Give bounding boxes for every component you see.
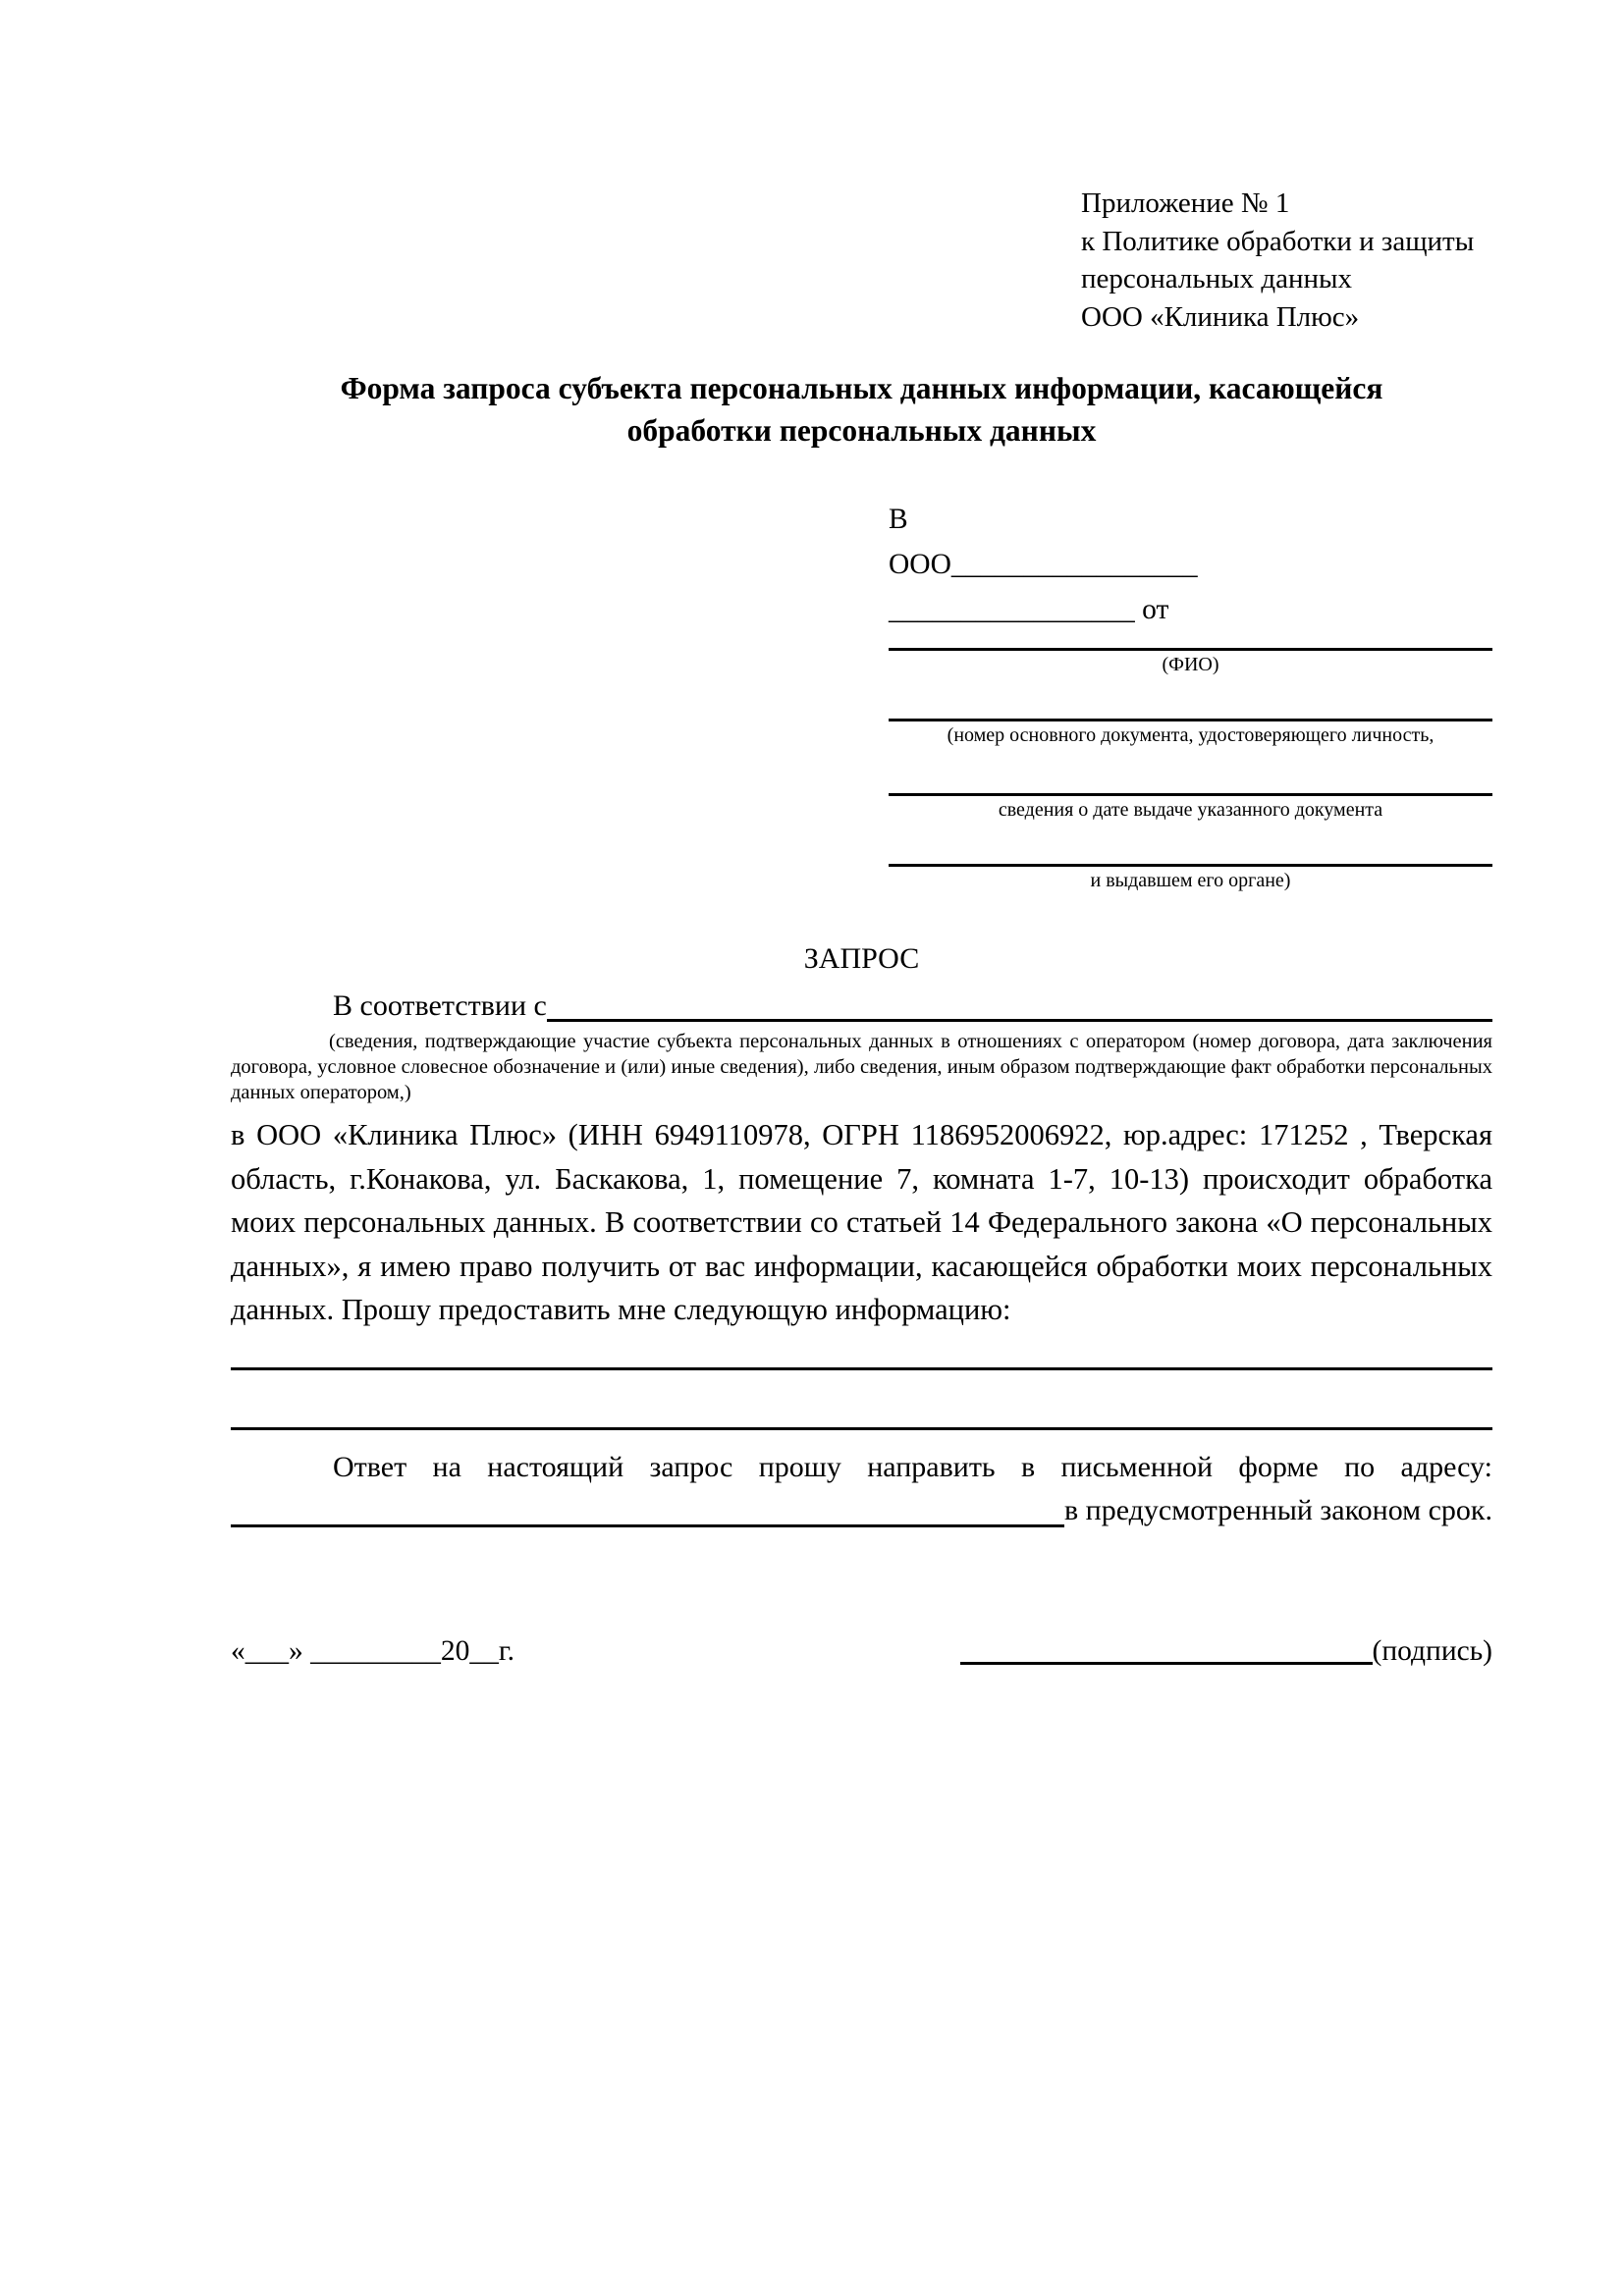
blank-signature-line [960, 1662, 1373, 1665]
response-paragraph: Ответ на настоящий запрос прошу направить в письменной форме по адресу: [333, 1450, 1492, 1483]
blank-issuing-authority-line [889, 823, 1492, 867]
annex-block [1081, 185, 1498, 336]
blank-info-line-2 [231, 1370, 1492, 1430]
blank-fio-line [889, 632, 1492, 651]
response-tail: в предусмотренный законом срок. [1064, 1493, 1492, 1526]
basis-note: (сведения, подтверждающие участие субъекта персональных данных в отношениях с оператором (номер договора, дата заключения договора, условное словесное обозначение и (или) иные сведения), либо сведения, иным образом подтверждающие факт обработки персональных данных оператором,) [231, 1031, 1492, 1103]
issue-date-caption: сведения о дате выдаче указанного документа [998, 799, 1383, 821]
blank-address-line [231, 1524, 1064, 1527]
issuing-authority-caption: и выдавшем его органе) [1090, 870, 1291, 891]
addressee-to: В [889, 504, 908, 535]
addressee-from-blank: _________________ от [889, 594, 1169, 625]
blank-info-line-1 [231, 1332, 1492, 1370]
blank-issue-date-line [889, 748, 1492, 796]
request-body: в ООО «Клиника Плюс» (ИНН 6949110978, ОГРН 1186952006922, юр.адрес: 171252 , Тверская область, г.Конакова, ул. Баскакова, 1, помещение 7, комната 1-7, 10-13) происходит обработка моих персональных данных. В соответствии со статьей 14 Федерального закона «О персональных данных», я имею право получить от вас информации, касающейся обработки моих персональных данных. Прошу предоставить мне следующую информацию: [231, 1118, 1492, 1326]
basis-label: В соответствии с [333, 989, 547, 1022]
document-number-caption: (номер основного документа, удостоверяющего личность, [947, 724, 1435, 746]
footer-row [231, 1630, 1492, 1672]
annex-line-4: ООО «Клиника Плюс» [1081, 300, 1360, 333]
signature-field [960, 1630, 1492, 1672]
addressee-org-blank: ООО_________________ [889, 549, 1198, 580]
annex-line-2: к Политике обработки и защиты [1081, 225, 1475, 257]
blank-document-number-line [889, 677, 1492, 721]
date-field: «___» _________20__г. [231, 1634, 515, 1667]
annex-line-1: Приложение № 1 [1081, 187, 1290, 219]
blank-basis-line [547, 1019, 1492, 1022]
fio-caption: (ФИО) [1162, 654, 1219, 675]
request-heading: ЗАПРОС [803, 942, 920, 975]
response-address-row [231, 1489, 1492, 1532]
annex-line-3: персональных данных [1081, 263, 1353, 294]
addressee-block [889, 497, 1492, 893]
basis-line [231, 986, 1492, 1027]
document-title: Форма запроса субъекта персональных данных информации, касающейся обработки персональных данных [340, 371, 1383, 448]
signature-caption: (подпись) [1372, 1634, 1492, 1667]
